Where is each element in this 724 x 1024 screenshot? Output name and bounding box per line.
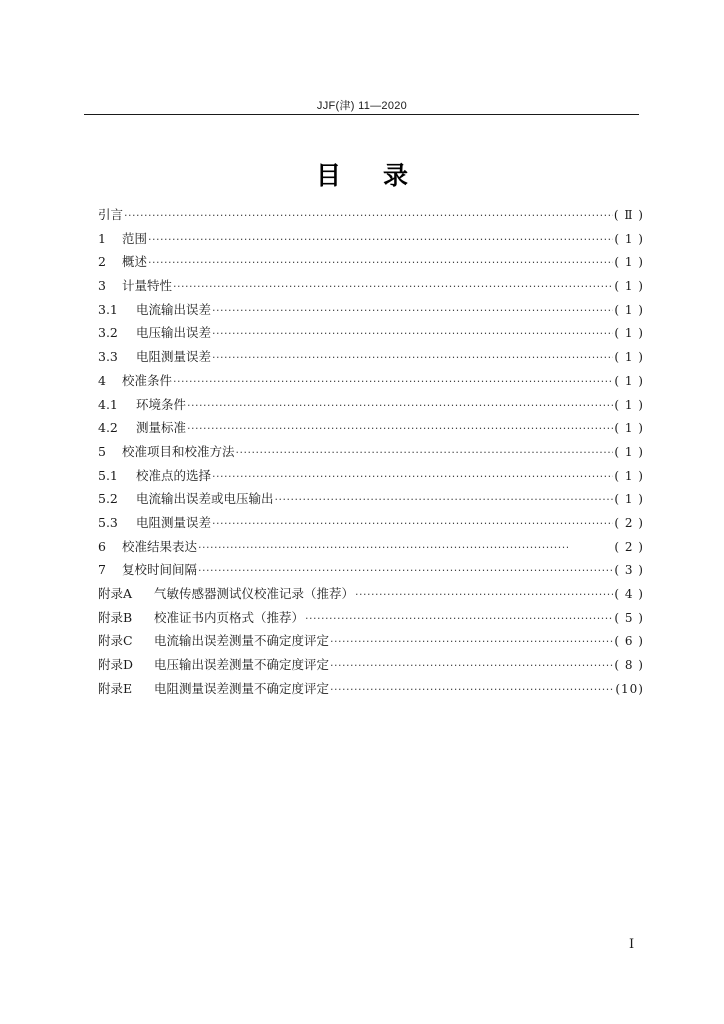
toc-label: 校准点的选择 [136,467,212,483]
toc-label: 电阻测量误差测量不确定度评定 [154,680,330,696]
toc-page: ( 4 ) [614,587,644,601]
toc-page: ( 1 ) [614,421,644,436]
toc-entry-appendix-d[interactable] [98,653,644,677]
toc-page: ( 2 ) [614,515,644,530]
toc-leader-dots [212,299,613,323]
toc-number: 7 [98,562,106,578]
toc-page: ( 8 ) [614,658,644,673]
toc-entry-1[interactable] [98,227,644,251]
header-rule [84,114,639,115]
toc-number: 4.1 [98,396,118,412]
page-header: JJF(津) 11—2020 [316,100,408,112]
toc-entry-appendix-b[interactable] [98,606,644,630]
toc-entry-4[interactable] [98,369,644,393]
toc-page: ( 1 ) [614,231,644,246]
toc-page: ( 1 ) [614,444,644,459]
toc-label: 校准结果表达 [122,538,198,554]
toc-leader-dots [330,630,613,654]
toc-entry-4-1[interactable] [98,393,644,417]
toc-page: ( 1 ) [614,302,644,317]
toc-page: ( 2 ) [614,539,644,554]
toc-label: 电流输出误差测量不确定度评定 [154,633,330,649]
page-number: I [629,937,635,952]
toc-entry-2[interactable] [98,250,644,274]
toc-leader-dots [187,417,613,441]
toc-label: 校准条件 [122,372,173,388]
toc-page: (10) [615,681,644,696]
toc-entry-5[interactable] [98,440,644,464]
toc-label: 电压输出误差测量不确定度评定 [154,657,330,673]
toc-label: 电流输出误差 [136,301,212,317]
toc-number: 附录C [98,633,133,649]
toc-label: 计量特性 [122,278,173,294]
toc-leader-dots [212,322,613,346]
toc-leader-dots [148,228,613,252]
toc-label: 电流输出误差或电压输出 [136,491,274,507]
toc-page: ( 6 ) [614,634,644,649]
toc-number: 4 [98,372,106,388]
toc-number: 5.3 [98,514,118,530]
toc-number: 5.1 [98,467,118,483]
toc-label: 复校时间间隔 [122,562,198,578]
toc-leader-dots [236,441,614,465]
toc-page: ( 1 ) [614,279,644,294]
toc-page: ( 1 ) [614,326,644,341]
toc-number: 5 [98,443,106,459]
toc-label: 环境条件 [136,396,187,412]
toc-leader-dots [173,275,613,299]
toc-entry-5-2[interactable] [98,487,644,511]
toc-number: 3.1 [98,301,118,317]
toc-page: ( 1 ) [614,350,644,365]
page-title [0,156,724,192]
toc-number: 5.2 [98,491,118,507]
toc-leader-dots [212,346,613,370]
toc-entry-appendix-a[interactable] [98,582,644,606]
toc-leader-dots [275,488,614,512]
toc-page: ( 1 ) [614,468,644,483]
toc-number: 附录B [98,609,133,625]
title-char-1: 目 [315,161,341,190]
toc-entry-appendix-e[interactable] [98,677,644,701]
toc-number: 附录D [98,657,134,673]
toc-label: 概述 [122,254,148,270]
toc-label: 测量标准 [136,420,187,436]
toc-leader-dots [124,204,613,228]
toc-leader-dots [330,678,614,702]
toc-page: ( 1 ) [614,373,644,388]
toc-label: 电阻测量误差 [136,349,212,365]
table-of-contents [98,203,644,700]
toc-number: 3 [98,278,106,294]
toc-entry-appendix-c[interactable] [98,629,644,653]
toc-label: 引言 [98,207,124,222]
toc-entry-3[interactable] [98,274,644,298]
toc-entry-4-2[interactable] [98,416,644,440]
toc-entry-5-3[interactable] [98,511,644,535]
toc-entry-7[interactable] [98,558,644,582]
toc-label: 气敏传感器测试仪校准记录（推荐） [154,586,355,601]
toc-page: ( 5 ) [614,610,644,625]
toc-number: 1 [98,230,106,246]
toc-leader-dots [187,394,613,418]
toc-number: 6 [98,538,106,554]
toc-label: 范围 [122,230,148,246]
toc-leader-dots [173,370,613,394]
toc-entry-introduction[interactable] [98,203,644,227]
toc-page: ( Ⅱ ) [613,208,644,222]
toc-leader-dots [148,251,613,275]
toc-leader-dots [198,559,613,583]
toc-number: 2 [98,254,106,270]
toc-number: 3.3 [98,349,118,365]
toc-label: 电压输出误差 [136,325,212,341]
toc-page: ( 1 ) [614,255,644,270]
toc-number: 附录A [98,586,133,601]
toc-entry-3-3[interactable] [98,345,644,369]
toc-leader-dots [355,583,613,607]
toc-entry-6[interactable] [98,535,644,559]
toc-leader-dots [212,512,613,536]
toc-page: ( 1 ) [614,492,644,507]
toc-label: 电阻测量误差 [136,514,212,530]
toc-label: 校准证书内页格式（推荐） [154,609,305,625]
toc-leader-dots [330,654,613,678]
toc-leader-dots [198,536,568,560]
toc-page: ( 3 ) [614,563,644,578]
toc-entry-3-1[interactable] [98,298,644,322]
toc-entry-5-1[interactable] [98,464,644,488]
toc-page: ( 1 ) [614,397,644,412]
toc-entry-3-2[interactable] [98,321,644,345]
toc-label: 校准项目和校准方法 [122,443,235,459]
title-char-2: 录 [383,161,409,190]
toc-number: 3.2 [98,325,118,341]
toc-leader-dots [212,465,613,489]
toc-number: 4.2 [98,420,118,436]
toc-number: 附录E [98,680,133,696]
toc-leader-dots [305,607,613,631]
